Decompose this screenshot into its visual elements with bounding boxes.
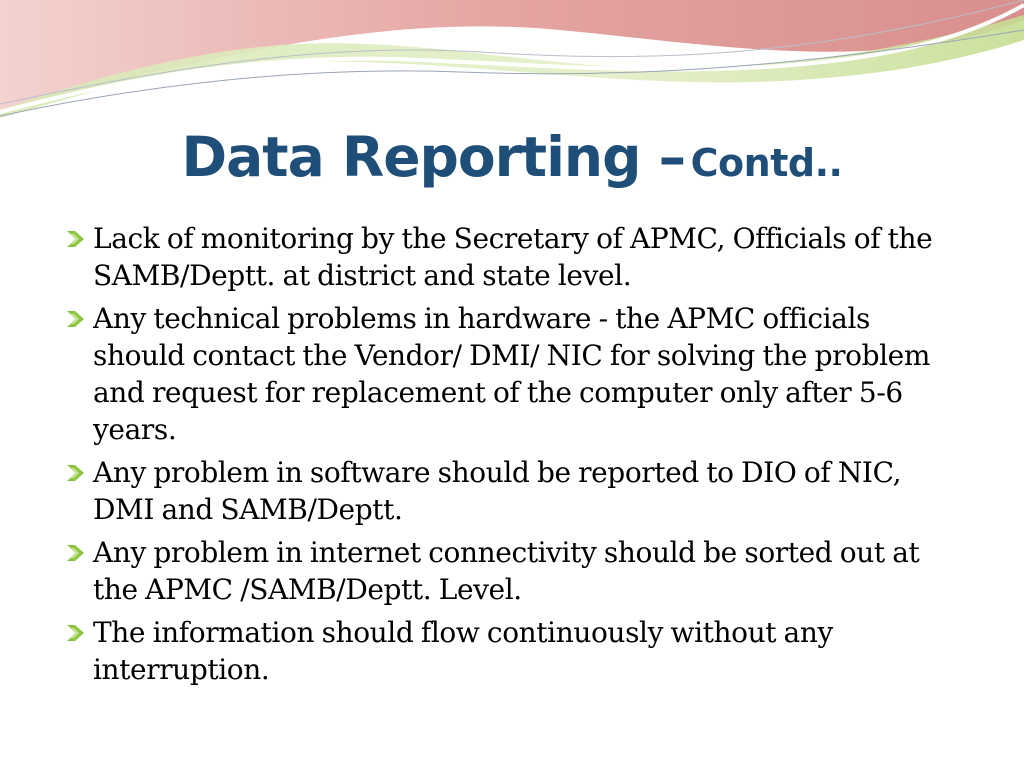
arrow-bullet-icon bbox=[64, 543, 86, 563]
arrow-bullet-icon bbox=[64, 463, 86, 483]
slide-title-sub: Contd.. bbox=[690, 141, 843, 185]
bullet-text: Lack of monitoring by the Secretary of APMC, Officials of the SAMB/Deptt. at district and state level. bbox=[93, 222, 933, 292]
bullet-item bbox=[60, 300, 960, 448]
bullet-item bbox=[60, 614, 960, 688]
bullet-text: Any technical problems in hardware - the APMC officials should contact the Vendor/ DMI/ NIC for solving the problem and request for replacement of the computer only after 5-6 years. bbox=[93, 302, 930, 446]
bullet-text: The information should flow continuously without any interruption. bbox=[93, 616, 833, 686]
bullet-item bbox=[60, 220, 960, 294]
arrow-bullet-icon bbox=[64, 309, 86, 329]
arrow-bullet-icon bbox=[64, 623, 86, 643]
bullet-item bbox=[60, 454, 960, 528]
bullet-text: Any problem in software should be reported to DIO of NIC, DMI and SAMB/Deptt. bbox=[93, 456, 902, 526]
arrow-bullet-icon bbox=[64, 229, 86, 249]
bullet-list bbox=[60, 220, 960, 694]
header-wave-decoration bbox=[0, 0, 1024, 130]
bullet-text: Any problem in internet connectivity should be sorted out at the APMC /SAMB/Deptt. Level. bbox=[93, 536, 920, 606]
slide-title bbox=[0, 125, 1024, 189]
bullet-item bbox=[60, 534, 960, 608]
slide-title-main: Data Reporting – bbox=[181, 125, 686, 189]
